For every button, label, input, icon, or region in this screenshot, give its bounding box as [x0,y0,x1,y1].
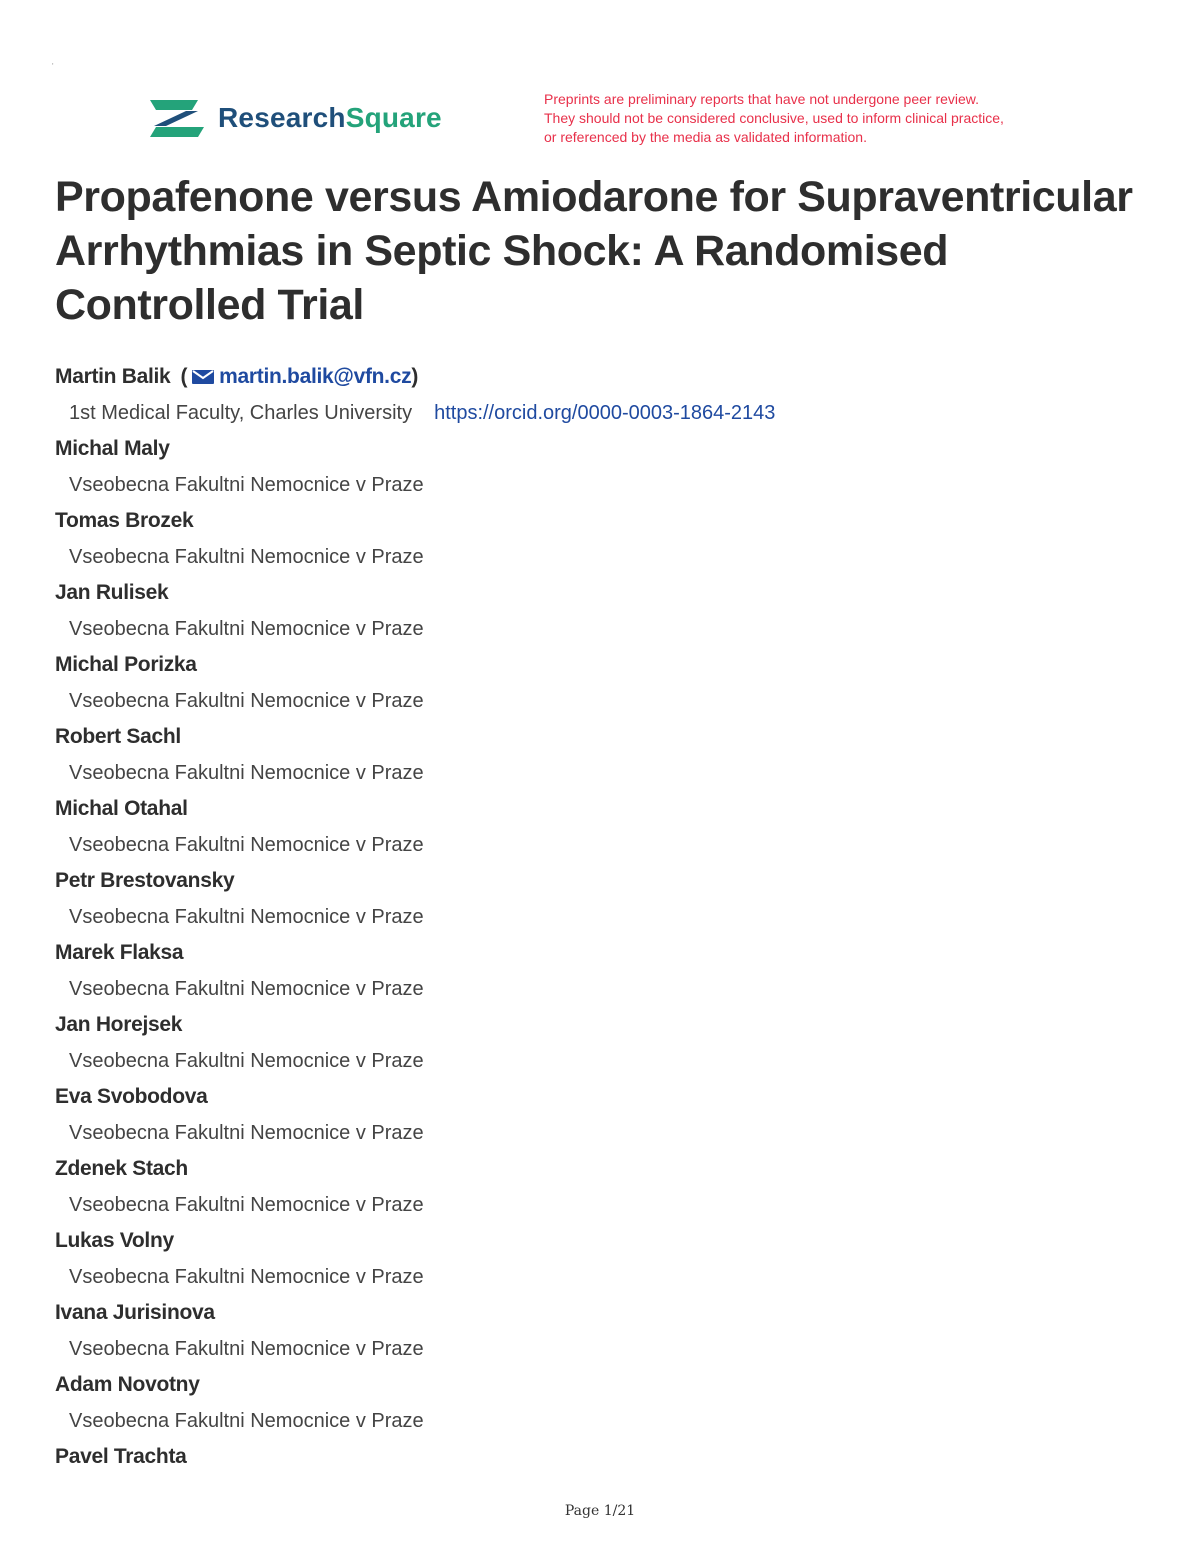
author-affiliation: Vseobecna Fakultni Nemocnice v Praze [69,1337,424,1360]
author-affiliation: Vseobecna Fakultni Nemocnice v Praze [69,473,424,496]
author-affiliation: Vseobecna Fakultni Nemocnice v Praze [69,1409,424,1432]
author-name: Jan Rulisek [55,581,169,604]
author-name-line [55,360,1135,394]
research-square-logo-icon [148,98,206,138]
page-number: Page 1/21 [564,1503,636,1519]
author-name: Pavel Trachta [55,1445,187,1468]
author-name: Eva Svobodova [55,1085,208,1108]
author-entry [55,432,1135,504]
author-entry [55,936,1135,1008]
author-list [55,360,1135,1512]
envelope-icon [191,369,215,385]
corner-mark: ' [52,62,54,71]
author-name: Martin Balik [55,365,171,388]
author-entry [55,1296,1135,1368]
author-name: Marek Flaksa [55,941,184,964]
logo-word-square: Square [345,102,442,133]
author-affiliation: 1st Medical Faculty, Charles University [69,401,413,424]
author-entry [55,864,1135,936]
author-entry [55,576,1135,648]
author-name: Tomas Brozek [55,509,194,532]
logo-wordmark [218,104,442,132]
author-affiliation: Vseobecna Fakultni Nemocnice v Praze [69,1193,424,1216]
author-affiliation-line [55,394,1135,432]
author-affiliation: Vseobecna Fakultni Nemocnice v Praze [69,1049,424,1072]
author-name: Michal Otahal [55,797,188,820]
preprint-disclaimer [544,90,1074,147]
author-email-link[interactable]: martin.balik@vfn.cz [219,365,412,388]
author-affiliation: Vseobecna Fakultni Nemocnice v Praze [69,617,424,640]
author-entry [55,792,1135,864]
orcid-link[interactable]: https://orcid.org/0000-0003-1864-2143 [434,401,776,424]
author-name: Petr Brestovansky [55,869,235,892]
paper-title: Propafenone versus Amiodarone for Supraventricular Arrhythmias in Septic Shock: A Randomised Controlled Trial [55,173,1133,329]
author-name: Ivana Jurisinova [55,1301,215,1324]
research-square-logo[interactable] [148,98,442,138]
author-affiliation: Vseobecna Fakultni Nemocnice v Praze [69,1265,424,1288]
disclaimer-line: They should not be considered conclusive, used to inform clinical practice, [544,110,1004,126]
author-entry [55,1440,1135,1512]
author-affiliation: Vseobecna Fakultni Nemocnice v Praze [69,905,424,928]
author-entry [55,504,1135,576]
author-affiliation: Vseobecna Fakultni Nemocnice v Praze [69,833,424,856]
author-affiliation: Vseobecna Fakultni Nemocnice v Praze [69,761,424,784]
corresponding-author [55,360,1135,432]
author-entry [55,1224,1135,1296]
author-name: Jan Horejsek [55,1013,183,1036]
author-entry [55,720,1135,792]
author-entry [55,648,1135,720]
author-entry [55,1080,1135,1152]
author-entry [55,1368,1135,1440]
author-name: Robert Sachl [55,725,181,748]
author-entry [55,1152,1135,1224]
author-name: Michal Maly [55,437,170,460]
logo-word-research: Research [218,102,346,133]
author-name: Lukas Volny [55,1229,174,1252]
disclaimer-line: Preprints are preliminary reports that have not undergone peer review. [544,91,980,107]
header [148,91,1068,152]
author-name: Adam Novotny [55,1373,200,1396]
author-affiliation: Vseobecna Fakultni Nemocnice v Praze [69,689,424,712]
disclaimer-line: or referenced by the media as validated information. [544,129,867,145]
author-affiliation: Vseobecna Fakultni Nemocnice v Praze [69,1121,424,1144]
email-wrapper [180,365,418,389]
author-name: Michal Porizka [55,653,197,676]
close-paren: ) [411,365,419,388]
author-affiliation: Vseobecna Fakultni Nemocnice v Praze [69,977,424,1000]
open-paren: ( [180,365,188,388]
author-name: Zdenek Stach [55,1157,188,1180]
author-affiliation: Vseobecna Fakultni Nemocnice v Praze [69,545,424,568]
author-entry [55,1008,1135,1080]
